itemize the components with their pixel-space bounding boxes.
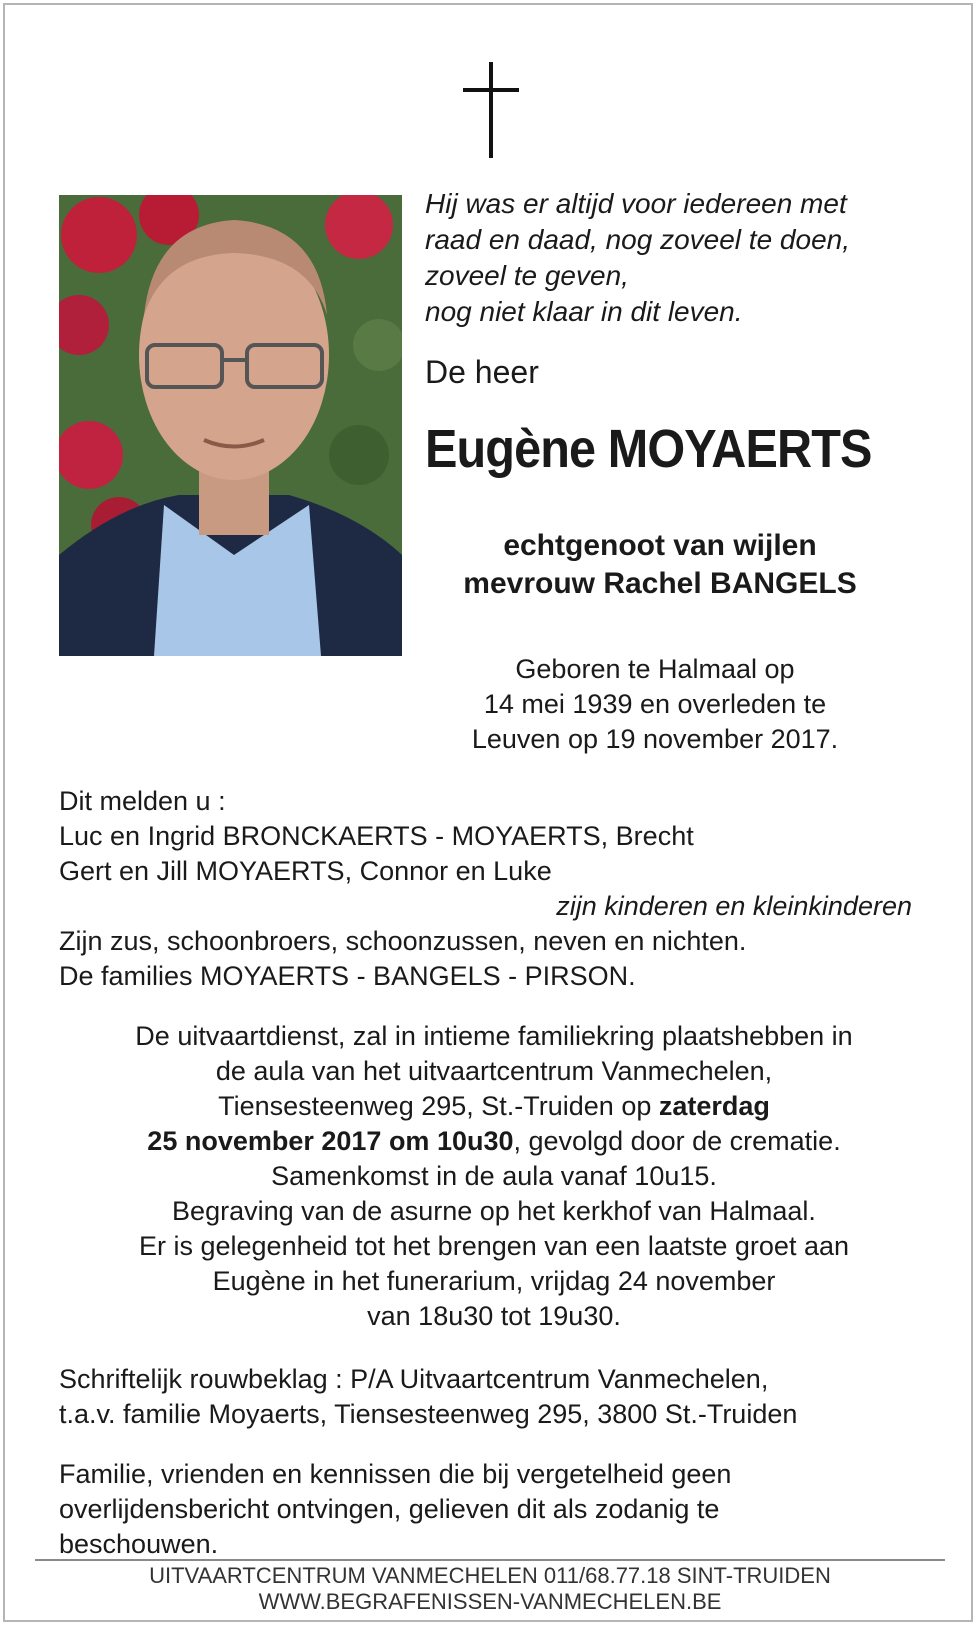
- service-day: zaterdag: [658, 1091, 770, 1121]
- family-note: [59, 1457, 929, 1562]
- service-line: de aula van het uitvaartcentrum Vanmechelen,: [215, 1056, 773, 1086]
- deceased-name: Eugène MOYAERTS: [425, 419, 872, 479]
- note-line: overlijdensbericht ontvingen, gelieven dit als zodanig te: [59, 1494, 720, 1524]
- service-line: Begraving van de asurne op het kerkhof van Halmaal.: [172, 1196, 816, 1226]
- service-line: Samenkomst in de aula vanaf 10u15.: [271, 1161, 717, 1191]
- family-line: Luc en Ingrid BRONCKAERTS - MOYAERTS, Brecht: [59, 821, 694, 851]
- service-line: Eugène in het funerarium, vrijdag 24 november: [212, 1266, 776, 1296]
- service-text: , gevolgd door de crematie.: [513, 1126, 841, 1156]
- service-text: Tiensesteenweg 295, St.-Truiden op: [218, 1091, 659, 1121]
- spouse-info: [410, 527, 910, 603]
- poem-line: raad en daad, nog zoveel te doen,: [425, 224, 851, 255]
- cross-icon: [463, 62, 519, 158]
- note-line: beschouwen.: [59, 1529, 219, 1559]
- family-line: Gert en Jill MOYAERTS, Connor en Luke: [59, 856, 552, 886]
- spouse-line: echtgenoot van wijlen: [503, 529, 817, 562]
- footer-divider: [35, 1559, 945, 1561]
- footer: [35, 1563, 945, 1615]
- family-line: De families MOYAERTS - BANGELS - PIRSON.: [59, 961, 636, 991]
- poem-line: nog niet klaar in dit leven.: [425, 296, 743, 327]
- note-line: Familie, vrienden en kennissen die bij vergetelheid geen: [59, 1459, 732, 1489]
- birth-death-info: [430, 652, 880, 757]
- service-line: De uitvaartdienst, zal in intieme familiekring plaatshebben in: [135, 1021, 853, 1051]
- condolence-line: Schriftelijk rouwbeklag : P/A Uitvaartcentrum Vanmechelen,: [59, 1364, 769, 1394]
- relation-line: zijn kinderen en kleinkinderen: [556, 891, 912, 921]
- service-line: Er is gelegenheid tot het brengen van een laatste groet aan: [138, 1231, 849, 1261]
- poem-line: Hij was er altijd voor iedereen met: [425, 188, 847, 219]
- service-date: 25 november 2017 om 10u30: [147, 1126, 514, 1156]
- birth-line: 14 mei 1939 en overleden te: [483, 689, 827, 719]
- spouse-line: mevrouw Rachel BANGELS: [463, 567, 857, 600]
- birth-line: Geboren te Halmaal op: [515, 654, 795, 684]
- condolence-line: t.a.v. familie Moyaerts, Tiensesteenweg 295, 3800 St.-Truiden: [59, 1399, 798, 1429]
- poem: [425, 186, 945, 330]
- footer-website: WWW.BEGRAFENISSEN-VANMECHELEN.BE: [258, 1589, 722, 1614]
- service-line: [59, 1124, 929, 1159]
- service-line: [59, 1089, 929, 1124]
- announcement: [59, 784, 929, 994]
- service-line: van 18u30 tot 19u30.: [367, 1301, 621, 1331]
- footer-company: UITVAARTCENTRUM VANMECHELEN 011/68.77.18 SINT-TRUIDEN: [149, 1563, 831, 1588]
- condolence-address: [59, 1362, 929, 1432]
- honorific: De heer: [425, 354, 539, 390]
- family-line: Zijn zus, schoonbroers, schoonzussen, neven en nichten.: [59, 926, 747, 956]
- poem-line: zoveel te geven,: [425, 260, 629, 291]
- birth-line: Leuven op 19 november 2017.: [471, 724, 839, 754]
- service-info: [59, 1019, 929, 1334]
- announcement-intro: Dit melden u :: [59, 786, 226, 816]
- portrait-photo: [59, 195, 402, 656]
